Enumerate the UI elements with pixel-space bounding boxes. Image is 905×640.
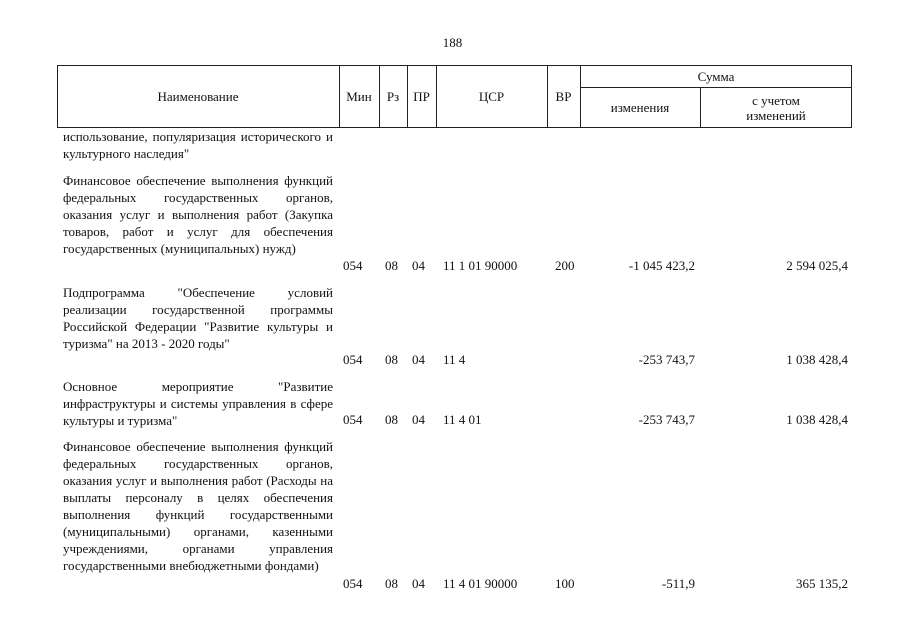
header-total: с учетом изменений <box>746 92 806 123</box>
row-name: Финансовое обеспечение выполнения функций федеральных государственных органов, оказания услуг и выполнения работ (Расходы на выплаты персоналу в целях обеспечения выполнения функций государственными (муниципальными) органами, казенными учреждениями, органами управления государственными внебюджетными фондами) <box>63 439 333 573</box>
row-pr: 04 <box>412 258 425 273</box>
row-change: -253 743,7 <box>638 412 695 427</box>
row-name: Основное мероприятие "Развитие инфраструктуры и системы управления в сфере культуры и туризма" <box>63 379 333 428</box>
row-vr: 200 <box>555 258 575 273</box>
row-pr: 04 <box>412 412 425 427</box>
header-name: Наименование <box>157 89 239 104</box>
row-change: -1 045 423,2 <box>628 258 695 273</box>
row-min: 054 <box>343 412 363 427</box>
row-csr: 11 4 <box>443 352 466 367</box>
header-sum: Сумма <box>697 68 735 84</box>
row-name: Финансовое обеспечение выполнения функций федеральных государственных органов, оказания услуг и выполнения работ (Закупка товаров, работ и услуг для обеспечения государственных (муниципальных) нужд) <box>63 173 333 256</box>
row-csr: 11 4 01 <box>443 412 482 427</box>
row-csr: 11 4 01 90000 <box>443 576 518 591</box>
row-name: использование, популяризация исторического и культурного наследия" <box>63 129 333 161</box>
row-change: -253 743,7 <box>638 352 695 367</box>
row-csr: 11 1 01 90000 <box>443 258 518 273</box>
row-pr: 04 <box>412 352 425 367</box>
row-total: 1 038 428,4 <box>786 352 848 367</box>
row-rz: 08 <box>385 258 398 273</box>
row-total: 365 135,2 <box>796 576 848 591</box>
row-total: 1 038 428,4 <box>786 412 848 427</box>
row-rz: 08 <box>385 352 398 367</box>
page-number: 188 <box>442 35 463 50</box>
header-rz: Рз <box>386 89 400 104</box>
header-min: Мин <box>346 89 372 104</box>
row-pr: 04 <box>412 576 425 591</box>
row-min: 054 <box>343 258 363 273</box>
row-change: -511,9 <box>661 576 695 591</box>
row-name: Подпрограмма "Обеспечение условий реализации государственной программы Российской Федерации "Развитие культуры и туризма" на 2013 - 2020 годы" <box>63 285 333 351</box>
row-rz: 08 <box>385 412 398 427</box>
row-total: 2 594 025,4 <box>786 258 848 273</box>
row-rz: 08 <box>385 576 398 591</box>
row-min: 054 <box>343 576 363 591</box>
header-csr: ЦСР <box>478 89 505 104</box>
header-pr: ПР <box>413 89 430 104</box>
header-vr: ВР <box>555 89 572 104</box>
header-change: изменения <box>610 100 670 115</box>
row-min: 054 <box>343 352 363 367</box>
row-vr: 100 <box>555 576 575 591</box>
